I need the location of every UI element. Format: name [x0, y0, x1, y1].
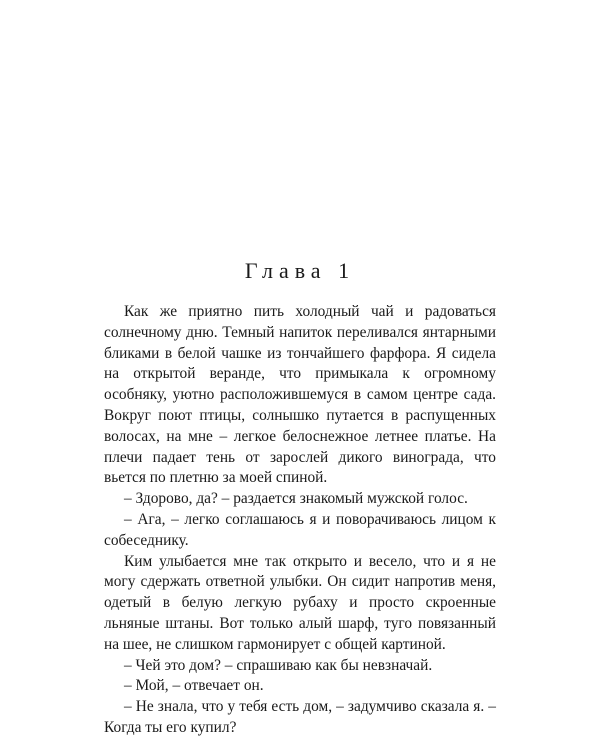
chapter-title: Глава 1 [244, 258, 356, 283]
paragraph: Как же приятно пить холодный чай и радоваться солнечному дню. Темный напиток переливался янтарными бликами в белой чашке из тончайшего фарфора. Я сидела на открытой веранде, что примыкала к огромному особняку, уютно расположившемуся в самом центре сада. Вокруг поют птицы, солнышко путается в распущенных волосах, на мне – легкое белоснежное летнее платье. На плечи падает тень от зарослей дикого винограда, что вьется по плетню за моей спиной. [104, 303, 496, 487]
paragraph: – Не знала, что у тебя есть дом, – задумчиво сказала я. – Когда ты его купил? [104, 698, 496, 736]
chapter-text [104, 302, 496, 739]
paragraph: – Ага, – легко соглашаюсь я и поворачиваюсь лицом к собеседнику. [104, 510, 496, 549]
paragraph: – Здорово, да? – раздается знакомый мужской голос. [124, 490, 468, 508]
paragraph: Ким улыбается мне так открыто и весело, что и я не могу сдержать ответной улыбки. Он сидит напротив меня, одетый в белую легкую рубаху и просто скроенные льняные штаны. Вот только алый шарф, туго повязанный на шее, не слишком гармонирует с общей картиной. [104, 552, 496, 653]
paragraph: – Чей это дом? – спрашиваю как бы невзначай. [124, 656, 433, 674]
paragraph: – Мой, – отвечает он. [124, 677, 264, 695]
